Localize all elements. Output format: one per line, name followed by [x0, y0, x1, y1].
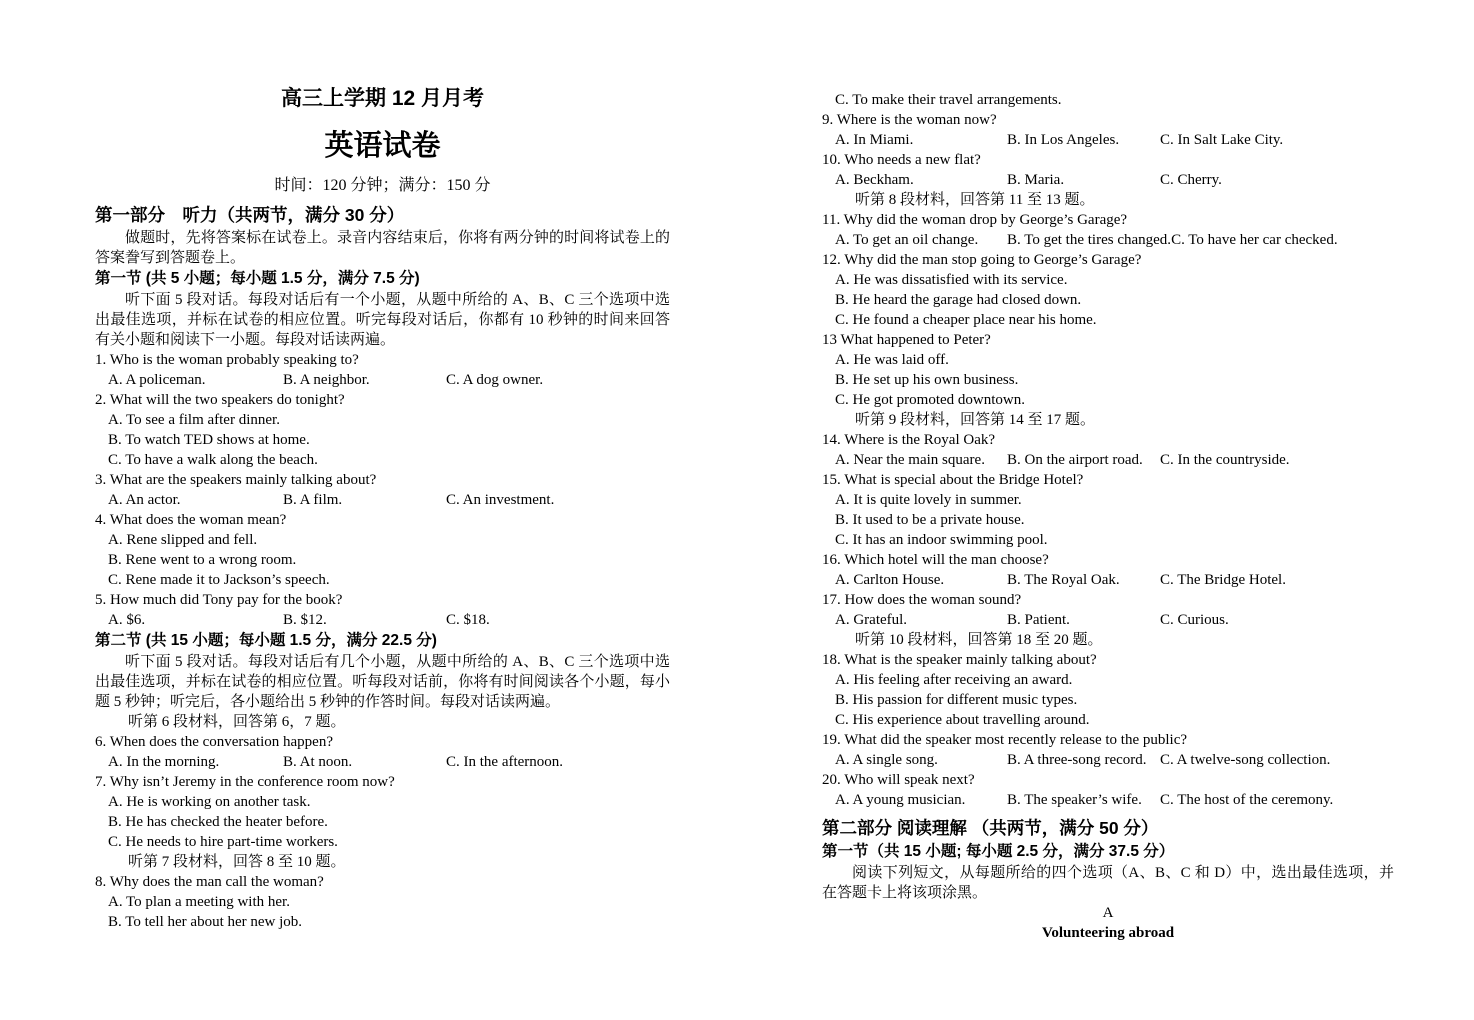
option-line: C. His experience about travelling around. — [835, 712, 1090, 728]
option-a: A. To get an oil change. — [835, 232, 979, 248]
option-line: B. He set up his own business. — [835, 372, 1019, 388]
section-heading: 第二部分 阅读理解 （共两节，满分 50 分） — [822, 818, 1159, 838]
option-b: B. A film. — [283, 492, 343, 508]
options-row — [95, 490, 670, 510]
option-c: C. Cherry. — [1160, 172, 1222, 188]
option-line: C. He found a cheaper place near his home. — [835, 312, 1097, 328]
question-text: 6. When does the conversation happen? — [95, 734, 333, 750]
question-text: 8. Why does the man call the woman? — [95, 874, 324, 890]
options-row — [95, 752, 670, 772]
option-line: A. He was dissatisfied with its service. — [835, 272, 1068, 288]
option-line: A. It is quite lovely in summer. — [835, 492, 1022, 508]
material-note: 听第 10 段材料，回答第 18 至 20 题。 — [855, 632, 1103, 648]
subsection-heading: 第二节 (共 15 小题；每小题 1.5 分，满分 22.5 分) — [95, 632, 437, 649]
doc-subtitle: 英语试卷 — [324, 130, 441, 162]
option-line: A. He was laid off. — [835, 352, 949, 368]
option-b: B. A neighbor. — [283, 372, 370, 388]
option-b: B. Maria. — [1007, 172, 1065, 188]
option-line: A. To see a film after dinner. — [108, 412, 280, 428]
option-line: C. To make their travel arrangements. — [835, 92, 1062, 108]
option-line: B. His passion for different music types. — [835, 692, 1078, 708]
passage-label: A — [1102, 905, 1114, 921]
options-row — [822, 230, 1394, 250]
option-line: B. He heard the garage had closed down. — [835, 292, 1082, 308]
option-line: C. He needs to hire part-time workers. — [108, 834, 338, 850]
subsection-heading: 第一节（共 15 小题; 每小题 2.5 分，满分 37.5 分） — [822, 843, 1175, 860]
question-text: 3. What are the speakers mainly talking about? — [95, 472, 377, 488]
options-row — [822, 450, 1394, 470]
option-a: A. Carlton House. — [835, 572, 945, 588]
option-line: A. His feeling after receiving an award. — [835, 672, 1073, 688]
material-note: 听第 8 段材料，回答第 11 至 13 题。 — [855, 192, 1095, 208]
option-c: C. $18. — [446, 612, 490, 628]
options-row — [95, 610, 670, 630]
option-a: A. A young musician. — [835, 792, 966, 808]
question-text: 1. Who is the woman probably speaking to? — [95, 352, 359, 368]
question-text: 7. Why isn’t Jeremy in the conference room now? — [95, 774, 395, 790]
options-row — [95, 370, 670, 390]
option-c: C. The Bridge Hotel. — [1160, 572, 1286, 588]
question-text: 17. How does the woman sound? — [822, 592, 1022, 608]
option-a: A. Beckham. — [835, 172, 914, 188]
exam-meta: 时间：120 分钟；满分：150 分 — [274, 177, 491, 194]
option-line: B. It used to be a private house. — [835, 512, 1025, 528]
subsection-heading: 第一节 (共 5 小题；每小题 1.5 分，满分 7.5 分) — [95, 270, 420, 287]
option-b: B. The Royal Oak. — [1007, 572, 1120, 588]
right-column — [822, 90, 1394, 943]
option-b: B. $12. — [283, 612, 327, 628]
options-row — [822, 570, 1394, 590]
option-line: B. To tell her about her new job. — [108, 914, 303, 930]
question-text: 5. How much did Tony pay for the book? — [95, 592, 343, 608]
options-row — [822, 130, 1394, 150]
question-text: 18. What is the speaker mainly talking about? — [822, 652, 1097, 668]
option-a: A. $6. — [108, 612, 146, 628]
material-note: 听第 6 段材料，回答第 6，7 题。 — [128, 714, 346, 730]
option-b: B. In Los Angeles. — [1007, 132, 1120, 148]
option-a: A. Near the main square. — [835, 452, 985, 468]
option-a: A. Grateful. — [835, 612, 908, 628]
question-text: 16. Which hotel will the man choose? — [822, 552, 1049, 568]
question-text: 20. Who will speak next? — [822, 772, 975, 788]
option-b: B. To get the tires changed. — [1007, 232, 1172, 248]
option-line: B. He has checked the heater before. — [108, 814, 328, 830]
option-c: C. In Salt Lake City. — [1160, 132, 1284, 148]
option-b: B. The speaker’s wife. — [1007, 792, 1142, 808]
option-line: C. He got promoted downtown. — [835, 392, 1025, 408]
options-row — [822, 790, 1394, 810]
instruction-paragraph: 听下面 5 段对话。每段对话后有一个小题，从题中所给的 A、B、C 三个选项中选出最佳选项，并标在试卷的相应位置。听完每段对话后，你都有 10 秒钟的时间来回答有关小题和阅读下一小题。每段对话读两遍。 — [95, 292, 670, 348]
option-a: A. In the morning. — [108, 754, 220, 770]
instruction-paragraph: 听下面 5 段对话。每段对话后有几个小题，从题中所给的 A、B、C 三个选项中选出最佳选项，并标在试卷的相应位置。听每段对话前，你将有时间阅读各个小题，每小题 5 秒钟；听完后，各小题给出 5 秒钟的作答时间。每段对话读两遍。 — [95, 654, 670, 710]
option-a: A. A single song. — [835, 752, 938, 768]
option-c: C. In the countryside. — [1160, 452, 1290, 468]
material-note: 听第 7 段材料，回答 8 至 10 题。 — [128, 854, 346, 870]
question-text: 13 What happened to Peter? — [822, 332, 991, 348]
option-line: A. To plan a meeting with her. — [108, 894, 290, 910]
left-column — [95, 85, 670, 932]
option-c: C. A twelve-song collection. — [1160, 752, 1331, 768]
question-text: 4. What does the woman mean? — [95, 512, 287, 528]
option-line: C. To have a walk along the beach. — [108, 452, 318, 468]
doc-title: 高三上学期 12 月月考 — [280, 87, 485, 110]
option-c: C. An investment. — [446, 492, 555, 508]
question-text: 9. Where is the woman now? — [822, 112, 997, 128]
option-a: A. In Miami. — [835, 132, 914, 148]
instruction-paragraph: 阅读下列短文，从每题所给的四个选项（A、B、C 和 D）中，选出最佳选项，并在答题卡上将该项涂黑。 — [822, 865, 1394, 901]
option-line: B. To watch TED shows at home. — [108, 432, 310, 448]
option-c: C. A dog owner. — [446, 372, 544, 388]
option-b: B. Patient. — [1007, 612, 1070, 628]
option-line: B. Rene went to a wrong room. — [108, 552, 297, 568]
question-text: 15. What is special about the Bridge Hotel? — [822, 472, 1084, 488]
question-text: 19. What did the speaker most recently release to the public? — [822, 732, 1188, 748]
option-line: A. He is working on another task. — [108, 794, 311, 810]
option-a: A. An actor. — [108, 492, 181, 508]
question-text: 12. Why did the man stop going to George’s Garage? — [822, 252, 1142, 268]
option-line: A. Rene slipped and fell. — [108, 532, 258, 548]
option-b: B. A three-song record. — [1007, 752, 1147, 768]
instruction-paragraph: 做题时，先将答案标在试卷上。录音内容结束后，你将有两分钟的时间将试卷上的答案誊写到答题卷上。 — [95, 230, 670, 266]
question-text: 11. Why did the woman drop by George’s Garage? — [822, 212, 1128, 228]
question-text: 10. Who needs a new flat? — [822, 152, 981, 168]
option-b: B. At noon. — [283, 754, 353, 770]
options-row — [822, 750, 1394, 770]
question-text: 2. What will the two speakers do tonight? — [95, 392, 345, 408]
option-a: A. A policeman. — [108, 372, 206, 388]
options-row — [822, 610, 1394, 630]
option-c: C. The host of the ceremony. — [1160, 792, 1334, 808]
option-line: C. It has an indoor swimming pool. — [835, 532, 1048, 548]
option-c: C. To have her car checked. — [1171, 232, 1338, 248]
option-c: C. In the afternoon. — [446, 754, 564, 770]
section-heading: 第一部分 听力（共两节，满分 30 分） — [95, 205, 405, 225]
option-b: B. On the airport road. — [1007, 452, 1143, 468]
material-note: 听第 9 段材料，回答第 14 至 17 题。 — [855, 412, 1096, 428]
option-c: C. Curious. — [1160, 612, 1229, 628]
question-text: 14. Where is the Royal Oak? — [822, 432, 996, 448]
option-line: C. Rene made it to Jackson’s speech. — [108, 572, 330, 588]
options-row — [822, 170, 1394, 190]
passage-title: Volunteering abroad — [1041, 925, 1175, 941]
